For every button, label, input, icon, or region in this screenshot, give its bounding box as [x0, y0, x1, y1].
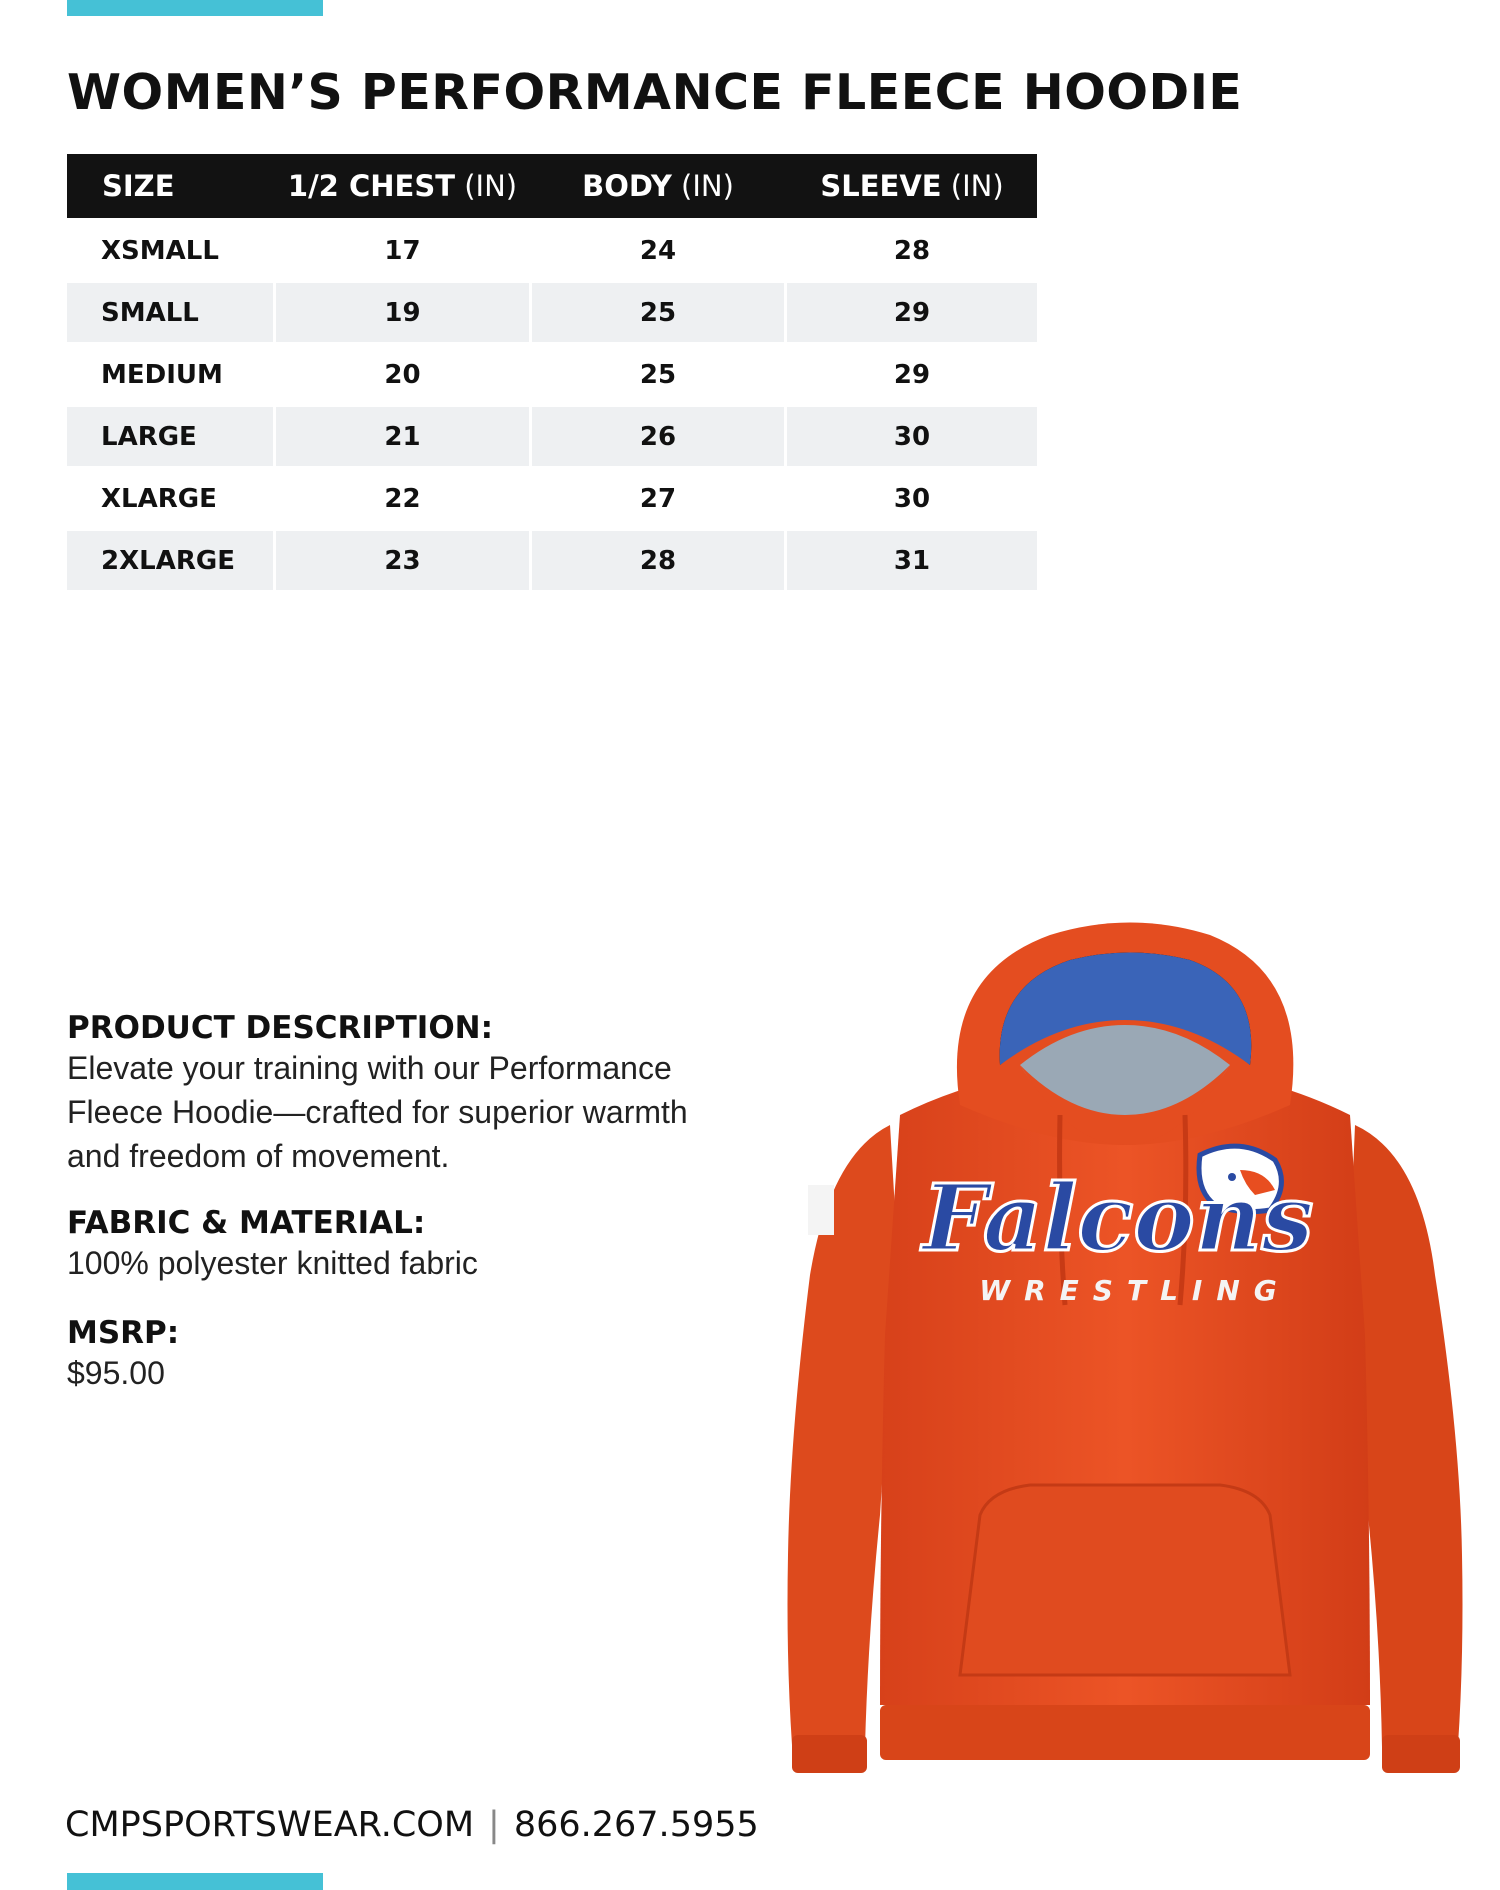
fabric-heading: FABRIC & MATERIAL: [67, 1205, 426, 1241]
body-cell: 28 [529, 528, 784, 590]
bottom-accent-bar [67, 1873, 323, 1890]
top-accent-bar [67, 0, 323, 16]
chest-cell: 20 [273, 342, 529, 404]
header-half-chest: 1/2 CHEST (IN) [273, 154, 529, 218]
size-cell: XSMALL [67, 218, 273, 280]
chest-cell: 17 [273, 218, 529, 280]
fabric-text: 100% polyester knitted fabric [67, 1245, 478, 1281]
description-heading: PRODUCT DESCRIPTION: [67, 1010, 494, 1046]
sleeve-cell: 29 [784, 342, 1037, 404]
sleeve-cell: 29 [784, 280, 1037, 342]
hoodie-product-image [770, 915, 1480, 1795]
body-cell: 27 [529, 466, 784, 528]
body-cell: 25 [529, 280, 784, 342]
table-row [67, 404, 1037, 466]
size-chart-table [67, 154, 1037, 590]
size-cell: MEDIUM [67, 342, 273, 404]
page-title: WOMEN’S PERFORMANCE FLEECE HOODIE [67, 64, 1243, 121]
msrp [67, 1315, 767, 1395]
sleeve-cell: 30 [784, 466, 1037, 528]
size-cell: LARGE [67, 404, 273, 466]
body-cell: 24 [529, 218, 784, 280]
chest-cell: 21 [273, 404, 529, 466]
sleeve-cell: 30 [784, 404, 1037, 466]
table-header-row [67, 154, 1037, 218]
size-cell: 2XLARGE [67, 528, 273, 590]
sleeve-patch [808, 1185, 834, 1235]
body-cell: 25 [529, 342, 784, 404]
website-link[interactable]: CMPSPORTSWEAR.COM [65, 1805, 475, 1845]
header-body: BODY (IN) [529, 154, 784, 218]
chest-cell: 23 [273, 528, 529, 590]
description-line: and freedom of movement. [67, 1138, 450, 1174]
table-row [67, 528, 1037, 590]
chest-cell: 19 [273, 280, 529, 342]
description-line: Elevate your training with our Performance [67, 1050, 672, 1086]
sleeve-cell: 28 [784, 218, 1037, 280]
table-row [67, 466, 1037, 528]
chest-cell: 22 [273, 466, 529, 528]
size-cell: XLARGE [67, 466, 273, 528]
fabric-material [67, 1205, 767, 1285]
header-size: SIZE [67, 154, 273, 218]
size-cell: SMALL [67, 280, 273, 342]
product-description [67, 1010, 767, 1178]
sleeve-cell: 31 [784, 528, 1037, 590]
footer-contact [65, 1805, 759, 1845]
logo-subtext: WRESTLING [979, 1274, 1291, 1307]
table-row [67, 280, 1037, 342]
body-cell: 26 [529, 404, 784, 466]
msrp-price: $95.00 [67, 1355, 165, 1391]
description-line: Fleece Hoodie—crafted for superior warmth [67, 1094, 688, 1130]
header-sleeve: SLEEVE (IN) [784, 154, 1037, 218]
footer-separator: | [488, 1805, 500, 1845]
msrp-heading: MSRP: [67, 1315, 180, 1351]
phone-number: 866.267.5955 [513, 1805, 759, 1845]
logo-script: Falcons [922, 1164, 1314, 1272]
table-row [67, 342, 1037, 404]
table-row [67, 218, 1037, 280]
